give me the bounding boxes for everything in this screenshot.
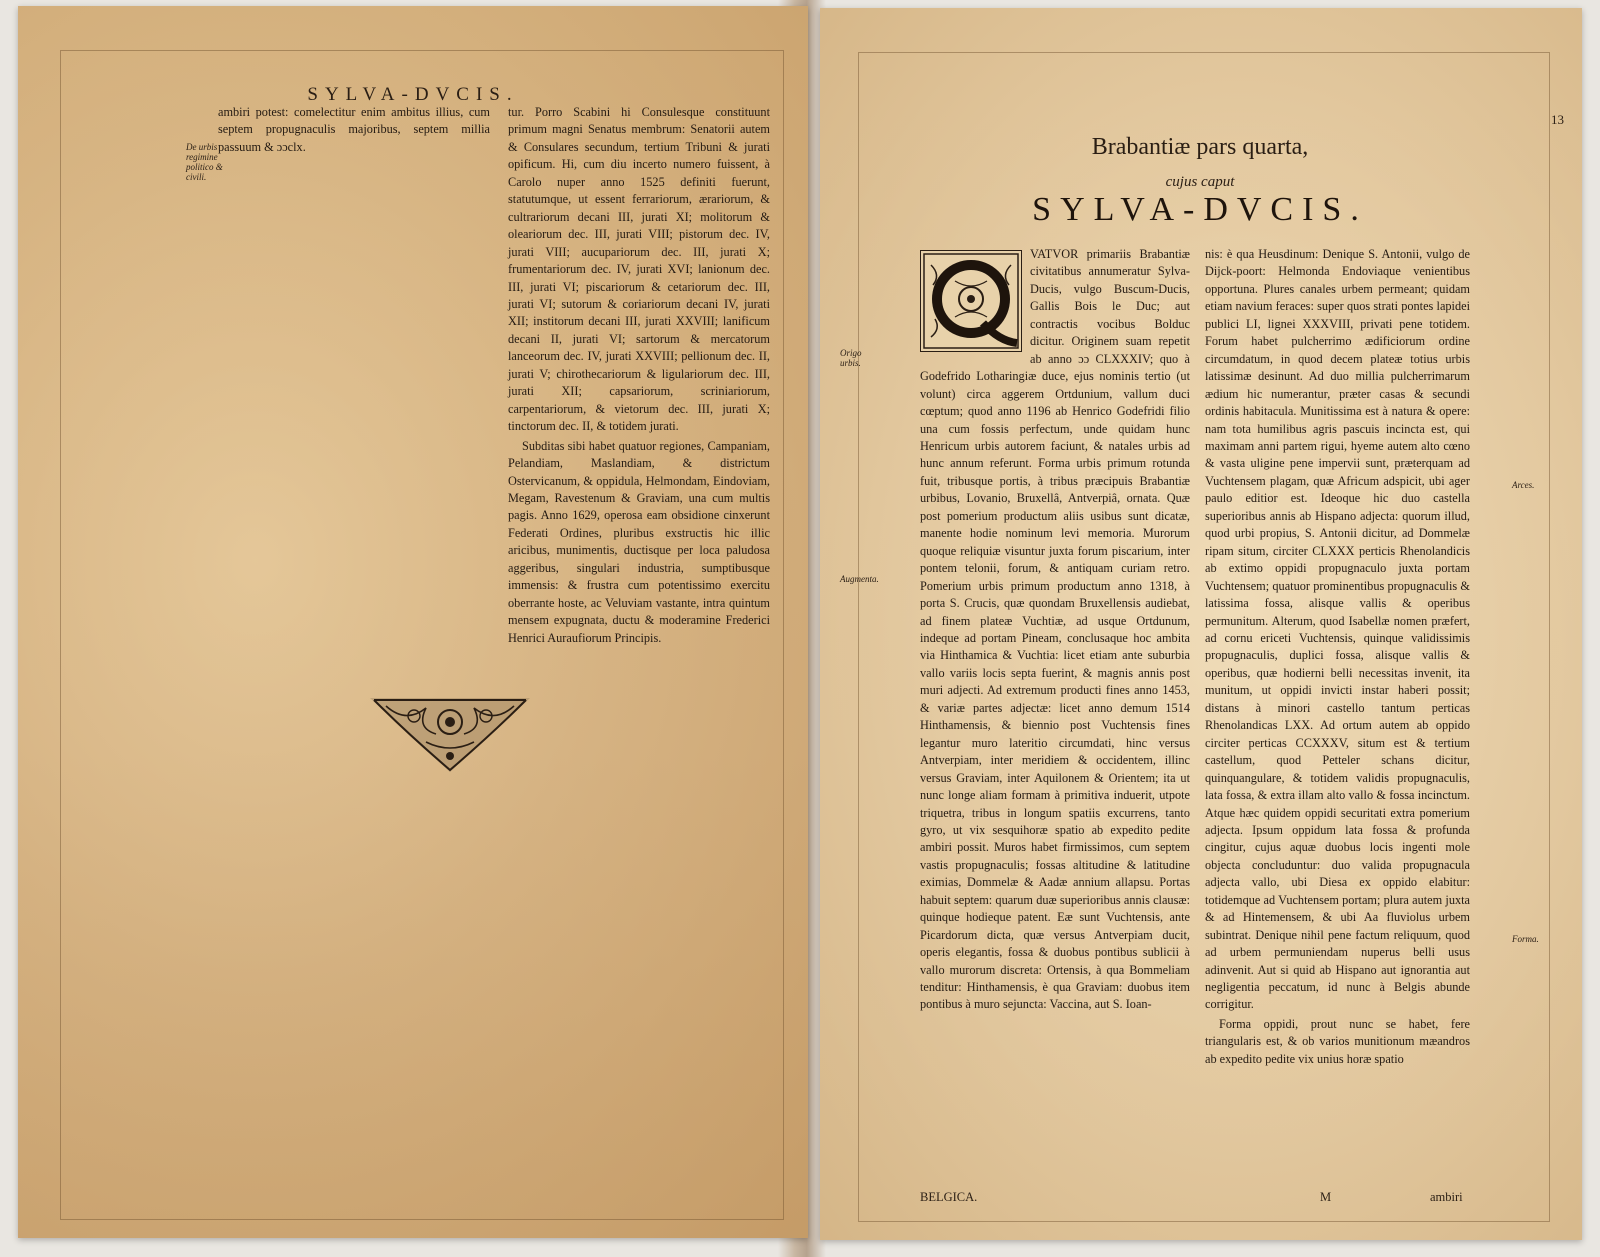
page-subtitle: cujus caput <box>1165 174 1235 190</box>
left-col1-para: ambiri potest: comelectitur enim ambitus illius, cum septem propugnaculis majoribus, septem millia passuum & ɔɔclx. <box>218 105 490 154</box>
left-col2-para-2: Subditas sibi habet quatuor regiones, Campaniam, Pelandiam, Maslandiam, & districtum Ostervicanum, & oppidula, Helmondam, Eindoviam, Megam, Ravestenum & Graviam, una cum multis pagis. Anno 1629, operosa eam obsidione cinxerunt Federati Ordines, pluribus exstructis hic illic aricibus, munimentis, ductisque per loca paludosa aggeribus, singulari industria, sumptibusque immensis: & frustra cum potentissimo exercitu oberrante hoste, ac Veluviam vastante, intra quintum mensem expugnata, ductu & moderamine Frederici Henrici Auraufiorum Principis. <box>508 438 770 645</box>
footer-signature: M <box>1320 1190 1332 1204</box>
tailpiece-ornament-icon <box>366 694 534 774</box>
footer-left: BELGICA. <box>920 1190 978 1204</box>
decorated-initial-q-icon <box>920 250 1022 352</box>
page-title: Brabantiæ pars quarta, <box>1091 134 1309 160</box>
left-column-1 <box>218 104 490 156</box>
margin-note-arces: Arces. <box>1512 480 1535 490</box>
footer-catchword: ambiri <box>1430 1190 1463 1204</box>
left-page <box>18 6 808 1238</box>
right-page <box>820 8 1582 1240</box>
margin-note-augmenta: Augmenta. <box>840 574 879 584</box>
right-col1-para: VATVOR primariis Brabantiæ civitatibus annumeratur Sylva-Ducis, vulgo Buscum-Ducis, Gallis Bois le Duc; aut contractis vocibus Bolduc dicitur. Originem suam repetit ab anno ɔɔ CLXXXIV; quo à Godefrido Lotharingiæ duce, ejus nominis tertio (ut volunt) circa aggerem Ortdunium, vallum duci cœptum; quod anno 1196 ab Henrico Godefridi filio una cum fossis perfectum, unde quidam hunc Henricum urbis autorem faciunt, & natales urbis ad hunc annum referunt. Forma urbis primum rotunda fuit, tribusque portis, à tribus præcipuis Brabantiæ urbibus, Lovanio, Bruxellâ, Antverpiâ, ornata. Quæ post pomerium productum aliis usibus sunt dicatæ, manente hodie nominum levi memoria. Murorum quoque reliquiæ visuntur juxta forum piscarium, inter pontem telonii, forum, & antiquam curiam retro. Pomerium urbis primum productum anno 1318, à porta S. Crucis, quæ quondam Bruxellensis audiebat, ad finem plateæ Vuchtiæ, ad usque Ortdunum, indeque ad portam Pineam, conclusaque hoc ambita via Hinthamica & Vuchtia: licet etiam ante suburbia vallo variis locis septa fuerint, & magnis annis post muri adjecti. Ad extremum producti fines anno 1453, & variæ partes adjectæ: licet anno demum 1514 Hinthamensis, & biennio post Vuchtensis fines legantur muro lateritio circumdati, hinc versus Antverpiam, inter meridiem & occidentem, illinc versus Graviam, inter Aquilonem & Orientem; ita ut nunc longe aliam formam à primitiva induerit, utpote triquetra, tribus in longum spatiis excurrens, tanto gyro, ut vix sesquihoræ spatio ab expedito pedite ambiri possit. Muros habet firmissimos, cum septem vastis propugnaculis; fossas altitudine & latitudine eximias, Dommelæ & Aadæ annium allapsu. Portas habuit septem: quarum duæ superioribus annis clausæ: quinque hodieque patent. Eæ sunt Vuchtensis, ante Picardorum dicta, quæ versus Antverpiam ducit, operis elegantis, fossa & duobus pontibus sublicii à vallo murorum discreta: Ortensis, à qua Bommeliam tenditur: Hinthamensis, è qua Graviam: duobus item pontibus à muro sejuncta: Vaccina, aut S. Ioan- <box>920 247 1190 1012</box>
left-margin-note: De urbis regimine politico & civili. <box>186 142 223 182</box>
main-title: SYLVA-DVCIS. <box>1032 191 1368 228</box>
right-column-1 <box>920 246 1190 1014</box>
right-col2-para-2: Forma oppidi, prout nunc se habet, fere triangularis est, & ob varios munitionum mæandros ab expedito pedite vix unius horæ spatio <box>1205 1016 1470 1066</box>
left-column-2 <box>508 104 770 647</box>
page-number: 13 <box>1551 112 1564 127</box>
margin-note-origo: Origo urbis. <box>840 348 862 368</box>
right-col2-para-1: nis: è qua Heusdinum: Denique S. Antonii, vulgo de Dijck-poort: Helmonda Endoviaque venientibus opportuna. Plures canales urbem permeant; quidam etiam navium feraces: super quos strati pontes lapidei publici LI, lignei XXXVIII, privati pene totidem. Forum habet pulcherrimo ædificiorum ordine circumdatum, in quod decem plateæ totius urbis latissimæ desinunt. Ad duo millia pulcherrimarum ædium hic numerantur, præter casas & secundi ordinis habitacula. Munitissima est à natura & opere: nam tota humilibus agris pascuis incincta est, qui maximam anni partem rigui, hyeme autem alto cœno & vasta uligine pene impervii sunt, præterquam ad Vuchtensem plagam, quæ Africum adspicit, ubi ager paulo editior est. Ideoque hic duo castella superioribus annis ab Hispano adjecta: quorum illud, quod urbi propius, S. Antonii dicitur, ad Dommelæ ripam situm, circiter CLXXX perticis Rhenolandicis ab extimo oppidi propugnaculo juxta portam Vuchtensem; quatuor prominentibus propugnaculis & latissima fossa, alisque vallis & operibus permunitum. Alterum, quod Isabellæ nomen præfert, ad cornu ericeti Vuchtensis, quinque validissimis propugnaculis, duplici fossa, alisque vallis & operibus, quæ hodierni belli necessitas invenit, ita munitum, ut oppidi invicti instar haberi possit; distans à minori castello tantum perticas Rhenolandicas LXX. Ad ortum autem ab oppido circiter perticas CCXXXV, situm est & tertium castellum, quod Petteler schans dicitur, quinquangulare, & totidem validis propugnaculis, lata fossa, & extra illam alto vallo & fossa incinctum. Atque hæc quidem oppidi securitati extra pomerium adjecta. Ipsum oppidum lata fossa & profunda cingitur, cujus aquæ duobus locis ingenti mole objecta concluduntur: duo valida propugnacula adjecta vallo, ubi Diesa ex oppido elabitur: totidemque ad Vuchtensem portam; plura autem juxta & ad Hintemensem, & ubi Aa fluviolus urbem subintrat. Denique nihil pene factum reliquum, quod ad urbem permuniendam nuperus belli usus adinvenit. Aut si quid ab Hispano aut ignorantia aut negligentia peccatum, id nunc à Belgis abunde corrigitur. <box>1205 247 1470 1012</box>
right-column-2 <box>1205 246 1470 1068</box>
left-running-head: SYLVA-DVCIS. <box>307 84 519 105</box>
margin-note-forma: Forma. <box>1512 934 1539 944</box>
left-col2-para-1: tur. Porro Scabini hi Consulesque constituunt primum magni Senatus membrum: Senatorii autem & Consulares secundum, tertium Tribuni & jurati opificum. Hi, cum diu incerto numero fuissent, à Carolo nuper anno 1525 definiti fuerunt, statutumque, ut essent ferrariorum, ærariorum, & cultrariorum decani III, jurati XI; molitorum & oleariorum dec. III, jurati VIII; pistorum dec. IV, jurati VIII; aucupariorum dec. III, jurati X; frumentariorum dec. IV, jurati XVI; lanionum dec. III, jurati VI; piscariorum & cetariorum dec. III, jurati VI; sutorum & coriariorum decani IV, jurati XII; institorum decani III, jurati XXVIII; lanificum decani II, jurati VI; sartorum & mercatorum lanceorum dec. IV, jurati XXVIII; pellionum dec. II, jurati V; chirothecariorum & ligulariorum dec. III, jurati XII; capsariorum, scriniariorum, carpentariorum, & vietorum dec. III, jurati X; tinctorum dec. II, & totidem jurati. <box>508 105 770 434</box>
